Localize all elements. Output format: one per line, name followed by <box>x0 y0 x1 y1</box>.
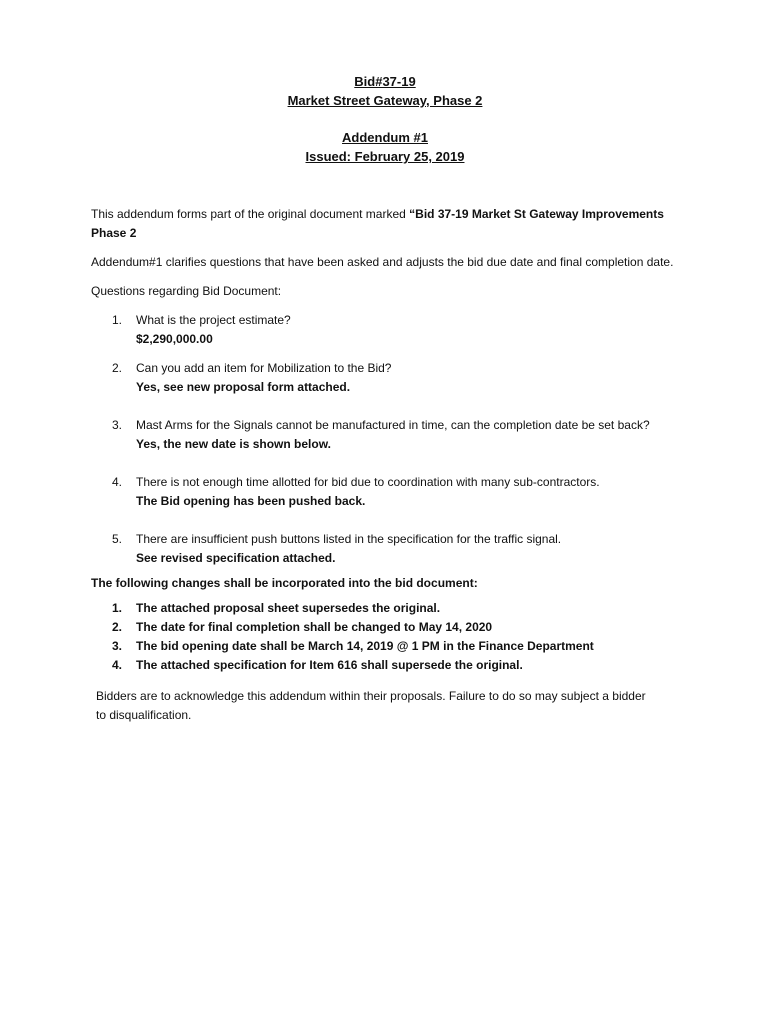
question-number: 3. <box>112 418 123 432</box>
answer-text: Yes, the new date is shown below. <box>136 437 331 451</box>
question-number: 4. <box>112 475 123 489</box>
change-number: 2. <box>112 620 123 634</box>
changes-heading: The following changes shall be incorporated into the bid document: <box>91 576 478 590</box>
changes-list <box>91 599 691 675</box>
intro-paragraph <box>91 205 691 243</box>
answer-text: Yes, see new proposal form attached. <box>136 380 351 394</box>
bid-number: Bid#37-19 <box>354 74 416 89</box>
answer-text: $2,290,000.00 <box>136 332 213 346</box>
intro-document-name: “Bid 37-19 Market St Gateway Improvements Phase 2 <box>91 207 664 240</box>
change-item <box>91 637 691 656</box>
change-number: 3. <box>112 639 123 653</box>
change-text: The bid opening date shall be March 14, 2019 @ 1 PM in the Finance Department <box>136 639 594 653</box>
clarification-paragraph: Addendum#1 clarifies questions that have been asked and adjusts the bid due date and final completion date. <box>91 255 674 269</box>
issued-date: Issued: February 25, 2019 <box>305 149 465 164</box>
acknowledgement-paragraph: Bidders are to acknowledge this addendum within their proposals. Failure to do so may subject a bidder to disqualification. <box>96 689 646 722</box>
answer-text: See revised specification attached. <box>136 551 336 565</box>
change-text: The attached proposal sheet supersedes the original. <box>136 601 441 615</box>
question-item <box>91 530 691 568</box>
change-text: The attached specification for Item 616 shall supersede the original. <box>136 658 523 672</box>
change-number: 4. <box>112 658 123 672</box>
question-number: 2. <box>112 361 123 375</box>
question-item <box>91 359 691 397</box>
change-number: 1. <box>112 601 123 615</box>
question-text: There is not enough time allotted for bid due to coordination with many sub-contractors. <box>136 475 600 489</box>
question-number: 1. <box>112 313 123 327</box>
change-item <box>91 618 691 637</box>
question-item <box>91 311 691 349</box>
intro-text: This addendum forms part of the original document marked <box>91 207 410 221</box>
change-item <box>91 656 691 675</box>
question-text: There are insufficient push buttons listed in the specification for the traffic signal. <box>136 532 562 546</box>
question-number: 5. <box>112 532 123 546</box>
addendum-title: Addendum #1 <box>342 130 428 145</box>
change-text: The date for final completion shall be changed to May 14, 2020 <box>136 620 493 634</box>
question-text: What is the project estimate? <box>136 313 291 327</box>
question-text: Mast Arms for the Signals cannot be manufactured in time, can the completion date be set back? <box>136 418 650 432</box>
questions-list <box>91 311 691 568</box>
answer-text: The Bid opening has been pushed back. <box>136 494 366 508</box>
project-title: Market Street Gateway, Phase 2 <box>287 93 483 108</box>
document-body <box>91 205 691 725</box>
document-header <box>0 72 770 166</box>
questions-heading: Questions regarding Bid Document: <box>91 284 282 298</box>
question-item <box>91 473 691 511</box>
question-text: Can you add an item for Mobilization to the Bid? <box>136 361 392 375</box>
question-item <box>91 416 691 454</box>
change-item <box>91 599 691 618</box>
